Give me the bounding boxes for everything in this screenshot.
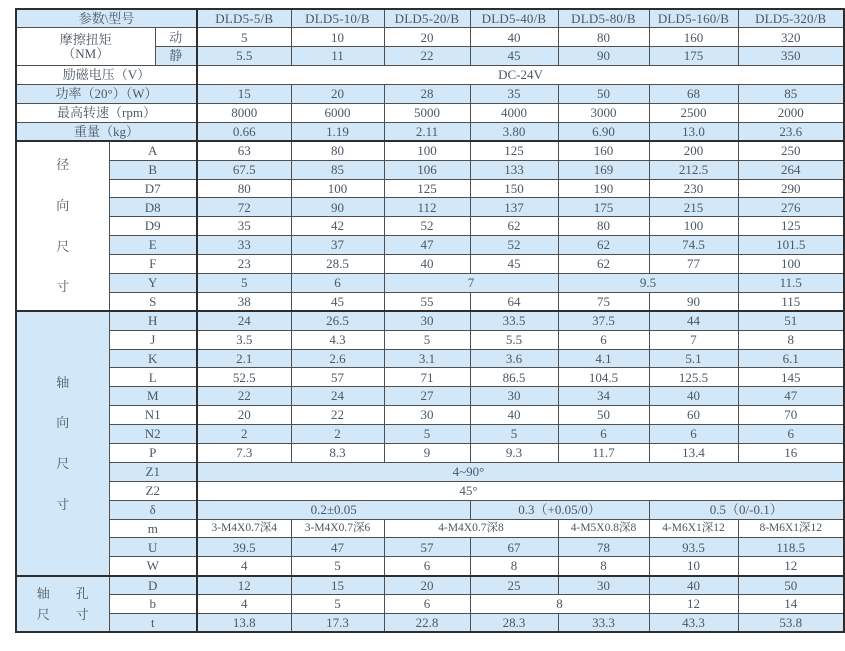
row-key-cell: 动 [155, 28, 197, 47]
spec-cell: 67.5 [197, 160, 291, 179]
spec-cell: 30 [470, 387, 558, 406]
axial-row-K [16, 349, 844, 368]
speed-row [16, 103, 844, 122]
radial-row-E [16, 236, 844, 255]
spec-cell: 25 [470, 576, 558, 595]
spec-cell: 40 [470, 28, 558, 47]
spec-cell: 85 [738, 85, 844, 104]
spec-cell: 7.3 [197, 443, 291, 462]
radial-row-S [16, 292, 844, 311]
axial-row-H [16, 311, 844, 330]
spec-cell: 30 [384, 406, 470, 425]
spec-cell: 175 [649, 47, 738, 66]
section-label-char: 寸 [56, 279, 70, 295]
spec-cell: 23.6 [738, 122, 844, 141]
spec-cell: 40 [384, 255, 470, 274]
torque-label-line2: （NM） [62, 45, 110, 61]
row-key-cell: Z1 [109, 462, 197, 481]
spec-cell: 100 [738, 255, 844, 274]
spec-cell: 3.5 [197, 330, 291, 349]
spec-cell: 20 [197, 406, 291, 425]
row-key-cell: K [109, 349, 197, 368]
spec-cell: 0.5（0/-0.1） [649, 500, 844, 519]
axial-row-Z1 [16, 462, 844, 481]
spec-cell: 30 [558, 576, 649, 595]
spec-cell: 22.8 [384, 614, 470, 633]
spec-cell: 28.5 [291, 255, 384, 274]
spec-cell: 2500 [649, 103, 738, 122]
spec-cell: 50 [558, 406, 649, 425]
spec-cell: 190 [558, 179, 649, 198]
spec-cell: 11.5 [738, 273, 844, 292]
spec-cell: 62 [558, 255, 649, 274]
spec-cell: 6.1 [738, 349, 844, 368]
row-key-cell: E [109, 236, 197, 255]
spec-cell: 8-M6X1深12 [738, 519, 844, 538]
spec-cell: 22 [384, 47, 470, 66]
spec-cell: 24 [197, 311, 291, 330]
spec-cell: 125.5 [649, 368, 738, 387]
spec-cell: 104.5 [558, 368, 649, 387]
spec-cell: 15 [291, 576, 384, 595]
axial-row-P [16, 443, 844, 462]
spec-cell: 20 [384, 576, 470, 595]
spec-cell: 33 [197, 236, 291, 255]
spec-cell: 160 [558, 141, 649, 160]
spec-cell: 175 [558, 198, 649, 217]
spec-cell: 125 [470, 141, 558, 160]
model-header: DLD5-20/B [384, 9, 470, 28]
spec-cell: 133 [470, 160, 558, 179]
section-label-char: 轴 [56, 374, 70, 390]
section-label-char: 寸 [56, 496, 70, 512]
radial-row-A [16, 141, 844, 160]
spec-cell: 6000 [291, 103, 384, 122]
spec-cell: 100 [384, 141, 470, 160]
radial-row-D8 [16, 198, 844, 217]
model-header: DLD5-5/B [197, 9, 291, 28]
axial-row-W [16, 557, 844, 576]
spec-cell: 57 [384, 538, 470, 557]
spec-cell: 75 [558, 292, 649, 311]
section-label-char: 向 [56, 415, 70, 431]
spec-cell: 50 [558, 85, 649, 104]
spec-cell: 6 [558, 330, 649, 349]
spec-cell: 44 [649, 311, 738, 330]
spec-cell: 250 [738, 141, 844, 160]
spec-cell: 145 [738, 368, 844, 387]
spec-cell: 38 [197, 292, 291, 311]
model-header: DLD5-320/B [738, 9, 844, 28]
axial-row-m [16, 519, 844, 538]
spec-cell: 200 [649, 141, 738, 160]
axial-row-U [16, 538, 844, 557]
spec-cell: 68 [649, 85, 738, 104]
section-label-char: 径 [56, 157, 70, 173]
spec-cell: 8.3 [291, 443, 384, 462]
spec-cell: 17.3 [291, 614, 384, 633]
spec-cell: 40 [649, 576, 738, 595]
spec-cell: 45 [291, 292, 384, 311]
row-key-cell: M [109, 387, 197, 406]
voltage-label: 励磁电压（V） [16, 66, 197, 85]
torque-label [16, 28, 155, 66]
spec-cell: 27 [384, 387, 470, 406]
spec-cell: 5 [384, 330, 470, 349]
spec-cell: 12 [738, 557, 844, 576]
spec-cell: 47 [291, 538, 384, 557]
spec-cell: 28.3 [470, 614, 558, 633]
spec-cell: 6 [384, 557, 470, 576]
spec-cell: 100 [291, 179, 384, 198]
spec-cell: 5 [291, 595, 384, 614]
spec-cell: 85 [291, 160, 384, 179]
radial-row-D7 [16, 179, 844, 198]
axial-row-M [16, 387, 844, 406]
row-key-cell: J [109, 330, 197, 349]
spec-cell: 80 [197, 179, 291, 198]
spec-cell: 14 [738, 595, 844, 614]
radial-section-label [16, 141, 109, 311]
row-key-cell: Y [109, 273, 197, 292]
spec-cell: 16 [738, 443, 844, 462]
spec-cell: 5 [197, 28, 291, 47]
row-key-cell: b [109, 595, 197, 614]
spec-cell: 72 [197, 198, 291, 217]
row-key-cell: D [109, 576, 197, 595]
spec-cell: 60 [649, 406, 738, 425]
row-key-cell: Z2 [109, 481, 197, 500]
row-key-cell: D8 [109, 198, 197, 217]
spec-cell: 50 [738, 576, 844, 595]
spec-cell: 276 [738, 198, 844, 217]
row-key-cell: N2 [109, 425, 197, 444]
spec-cell: 6 [738, 425, 844, 444]
spec-cell: 52.5 [197, 368, 291, 387]
spec-cell: 4000 [470, 103, 558, 122]
spec-cell: 5.5 [197, 47, 291, 66]
spec-cell: 5 [470, 425, 558, 444]
spec-cell: 62 [558, 236, 649, 255]
row-key-cell: U [109, 538, 197, 557]
spec-cell: 12 [649, 595, 738, 614]
spec-cell: 10 [291, 28, 384, 47]
spec-cell: 90 [649, 292, 738, 311]
model-header: DLD5-80/B [558, 9, 649, 28]
spec-cell: 320 [738, 28, 844, 47]
spec-cell: 6 [558, 425, 649, 444]
row-key-cell: H [109, 311, 197, 330]
axial-row-Z2 [16, 481, 844, 500]
spec-cell: 70 [738, 406, 844, 425]
row-key-cell: m [109, 519, 197, 538]
spec-cell: 6 [384, 595, 470, 614]
axial-row-delta [16, 500, 844, 519]
torque-label-line1: 摩擦扭矩 [59, 32, 112, 48]
spec-cell: 230 [649, 179, 738, 198]
spec-cell: 0.2±0.05 [197, 500, 470, 519]
spec-cell: 43.3 [649, 614, 738, 633]
spec-cell: 39.5 [197, 538, 291, 557]
spec-cell: 37 [291, 236, 384, 255]
spec-cell: 77 [649, 255, 738, 274]
radial-row-D9 [16, 217, 844, 236]
spec-cell: 57 [291, 368, 384, 387]
section-label-char: 轴 [36, 585, 50, 601]
spec-cell: 4-M4X0.7深8 [384, 519, 558, 538]
spec-cell: 1.19 [291, 122, 384, 141]
spec-cell: 125 [384, 179, 470, 198]
spec-cell: 8 [470, 595, 649, 614]
spec-cell: 51 [738, 311, 844, 330]
spec-cell: 4~90° [197, 462, 844, 481]
spec-cell: 9 [384, 443, 470, 462]
spec-cell: 74.5 [649, 236, 738, 255]
spec-cell: 24 [291, 387, 384, 406]
axial-row-L [16, 368, 844, 387]
section-label-char: 尺 [56, 238, 70, 254]
row-key-cell: δ [109, 500, 197, 519]
spec-cell: 22 [291, 406, 384, 425]
spec-cell: 118.5 [738, 538, 844, 557]
param-model-header: 参数\型号 [16, 9, 197, 28]
spec-cell: 80 [558, 217, 649, 236]
spec-cell: 9.3 [470, 443, 558, 462]
spec-cell: 45 [470, 47, 558, 66]
spec-cell: 33.3 [558, 614, 649, 633]
spec-cell: 35 [470, 85, 558, 104]
spec-cell: 350 [738, 47, 844, 66]
spec-cell: 86.5 [470, 368, 558, 387]
model-header: DLD5-40/B [470, 9, 558, 28]
row-key-cell: D9 [109, 217, 197, 236]
spec-cell: 11.7 [558, 443, 649, 462]
spec-cell: 8000 [197, 103, 291, 122]
spec-cell: 45 [470, 255, 558, 274]
spec-cell: 52 [384, 217, 470, 236]
spec-cell: 10 [649, 557, 738, 576]
spec-cell: 5 [384, 425, 470, 444]
axial-section-label [16, 311, 109, 575]
weight-label: 重量（kg） [16, 122, 197, 141]
shaft-section-label [16, 576, 109, 633]
spec-cell: 112 [384, 198, 470, 217]
row-key-cell: 静 [155, 47, 197, 66]
spec-cell: 290 [738, 179, 844, 198]
spec-cell: 6 [291, 273, 384, 292]
weight-row [16, 122, 844, 141]
shaft-row-t [16, 614, 844, 633]
spec-cell: 53.8 [738, 614, 844, 633]
spec-cell: 3.80 [470, 122, 558, 141]
spec-cell: 5.5 [470, 330, 558, 349]
spec-cell: 106 [384, 160, 470, 179]
torque-dynamic-row [16, 28, 844, 47]
spec-cell: 6 [649, 425, 738, 444]
spec-cell: 6.90 [558, 122, 649, 141]
row-key-cell: F [109, 255, 197, 274]
axial-row-J [16, 330, 844, 349]
section-label-char: 向 [56, 198, 70, 214]
spec-cell: 5.1 [649, 349, 738, 368]
spec-cell: 2 [291, 425, 384, 444]
spec-cell: 20 [291, 85, 384, 104]
section-label-char: 寸 [75, 606, 89, 622]
voltage-value: DC-24V [197, 66, 844, 85]
spec-cell: 33.5 [470, 311, 558, 330]
spec-table [15, 8, 845, 633]
spec-cell: 13.0 [649, 122, 738, 141]
spec-cell: 0.3（+0.05/0） [470, 500, 649, 519]
spec-cell: 35 [197, 217, 291, 236]
spec-cell: 9.5 [558, 273, 738, 292]
power-row [16, 85, 844, 104]
spec-cell: 47 [738, 387, 844, 406]
spec-cell: 4 [197, 595, 291, 614]
spec-cell: 4-M5X0.8深8 [558, 519, 649, 538]
row-key-cell: P [109, 443, 197, 462]
spec-cell: 2000 [738, 103, 844, 122]
spec-cell: 0.66 [197, 122, 291, 141]
spec-cell: 40 [649, 387, 738, 406]
row-key-cell: A [109, 141, 197, 160]
spec-cell: 62 [470, 217, 558, 236]
spec-cell: 90 [558, 47, 649, 66]
spec-cell: 67 [470, 538, 558, 557]
spec-cell: 2.1 [197, 349, 291, 368]
spec-cell: 115 [738, 292, 844, 311]
voltage-row [16, 66, 844, 85]
spec-cell: 4.1 [558, 349, 649, 368]
spec-cell: 8 [470, 557, 558, 576]
shaft-row-D [16, 576, 844, 595]
spec-cell: 8 [738, 330, 844, 349]
section-label-char: 尺 [36, 606, 50, 622]
spec-cell: 5 [197, 273, 291, 292]
row-key-cell: t [109, 614, 197, 633]
spec-cell: 3.6 [470, 349, 558, 368]
speed-label: 最高转速（rpm） [16, 103, 197, 122]
spec-cell: 150 [470, 179, 558, 198]
spec-cell: 80 [558, 28, 649, 47]
radial-row-Y [16, 273, 844, 292]
header-row [16, 9, 844, 28]
spec-cell: 20 [384, 28, 470, 47]
spec-cell: 169 [558, 160, 649, 179]
spec-cell: 78 [558, 538, 649, 557]
spec-cell: 34 [558, 387, 649, 406]
spec-cell: 2.11 [384, 122, 470, 141]
spec-cell: 52 [470, 236, 558, 255]
spec-cell: 64 [470, 292, 558, 311]
spec-cell: 4-M6X1深12 [649, 519, 738, 538]
spec-cell: 42 [291, 217, 384, 236]
spec-cell: 26.5 [291, 311, 384, 330]
spec-cell: 125 [738, 217, 844, 236]
spec-cell: 47 [384, 236, 470, 255]
spec-cell: 264 [738, 160, 844, 179]
row-key-cell: N1 [109, 406, 197, 425]
row-key-cell: B [109, 160, 197, 179]
spec-cell: 45° [197, 481, 844, 500]
model-header: DLD5-160/B [649, 9, 738, 28]
row-key-cell: S [109, 292, 197, 311]
section-label-char: 孔 [75, 585, 89, 601]
spec-cell: 55 [384, 292, 470, 311]
spec-cell: 4.3 [291, 330, 384, 349]
spec-cell: 80 [291, 141, 384, 160]
spec-cell: 30 [384, 311, 470, 330]
spec-cell: 11 [291, 47, 384, 66]
spec-cell: 71 [384, 368, 470, 387]
spec-cell: 101.5 [738, 236, 844, 255]
spec-cell: 100 [649, 217, 738, 236]
spec-cell: 63 [197, 141, 291, 160]
spec-cell: 13.4 [649, 443, 738, 462]
row-key-cell: W [109, 557, 197, 576]
spec-cell: 7 [384, 273, 558, 292]
spec-cell: 3-M4X0.7深4 [197, 519, 291, 538]
section-label-char: 尺 [56, 455, 70, 471]
spec-cell: 137 [470, 198, 558, 217]
spec-cell: 3.1 [384, 349, 470, 368]
radial-row-B [16, 160, 844, 179]
spec-cell: 160 [649, 28, 738, 47]
spec-cell: 5000 [384, 103, 470, 122]
spec-cell: 37.5 [558, 311, 649, 330]
spec-cell: 5 [291, 557, 384, 576]
spec-cell: 212.5 [649, 160, 738, 179]
spec-cell: 13.8 [197, 614, 291, 633]
spec-cell: 3-M4X0.7深6 [291, 519, 384, 538]
spec-cell: 22 [197, 387, 291, 406]
spec-cell: 3000 [558, 103, 649, 122]
spec-cell: 2 [197, 425, 291, 444]
power-label: 功率（20°）（W） [16, 85, 197, 104]
spec-cell: 2.6 [291, 349, 384, 368]
spec-cell: 28 [384, 85, 470, 104]
spec-cell: 90 [291, 198, 384, 217]
axial-row-N1 [16, 406, 844, 425]
model-header: DLD5-10/B [291, 9, 384, 28]
spec-cell: 40 [470, 406, 558, 425]
shaft-row-b [16, 595, 844, 614]
axial-row-N2 [16, 425, 844, 444]
spec-cell: 15 [197, 85, 291, 104]
spec-cell: 93.5 [649, 538, 738, 557]
spec-cell: 8 [558, 557, 649, 576]
row-key-cell: D7 [109, 179, 197, 198]
row-key-cell: L [109, 368, 197, 387]
radial-row-F [16, 255, 844, 274]
spec-cell: 215 [649, 198, 738, 217]
spec-cell: 12 [197, 576, 291, 595]
spec-cell: 4 [197, 557, 291, 576]
spec-cell: 7 [649, 330, 738, 349]
spec-cell: 23 [197, 255, 291, 274]
